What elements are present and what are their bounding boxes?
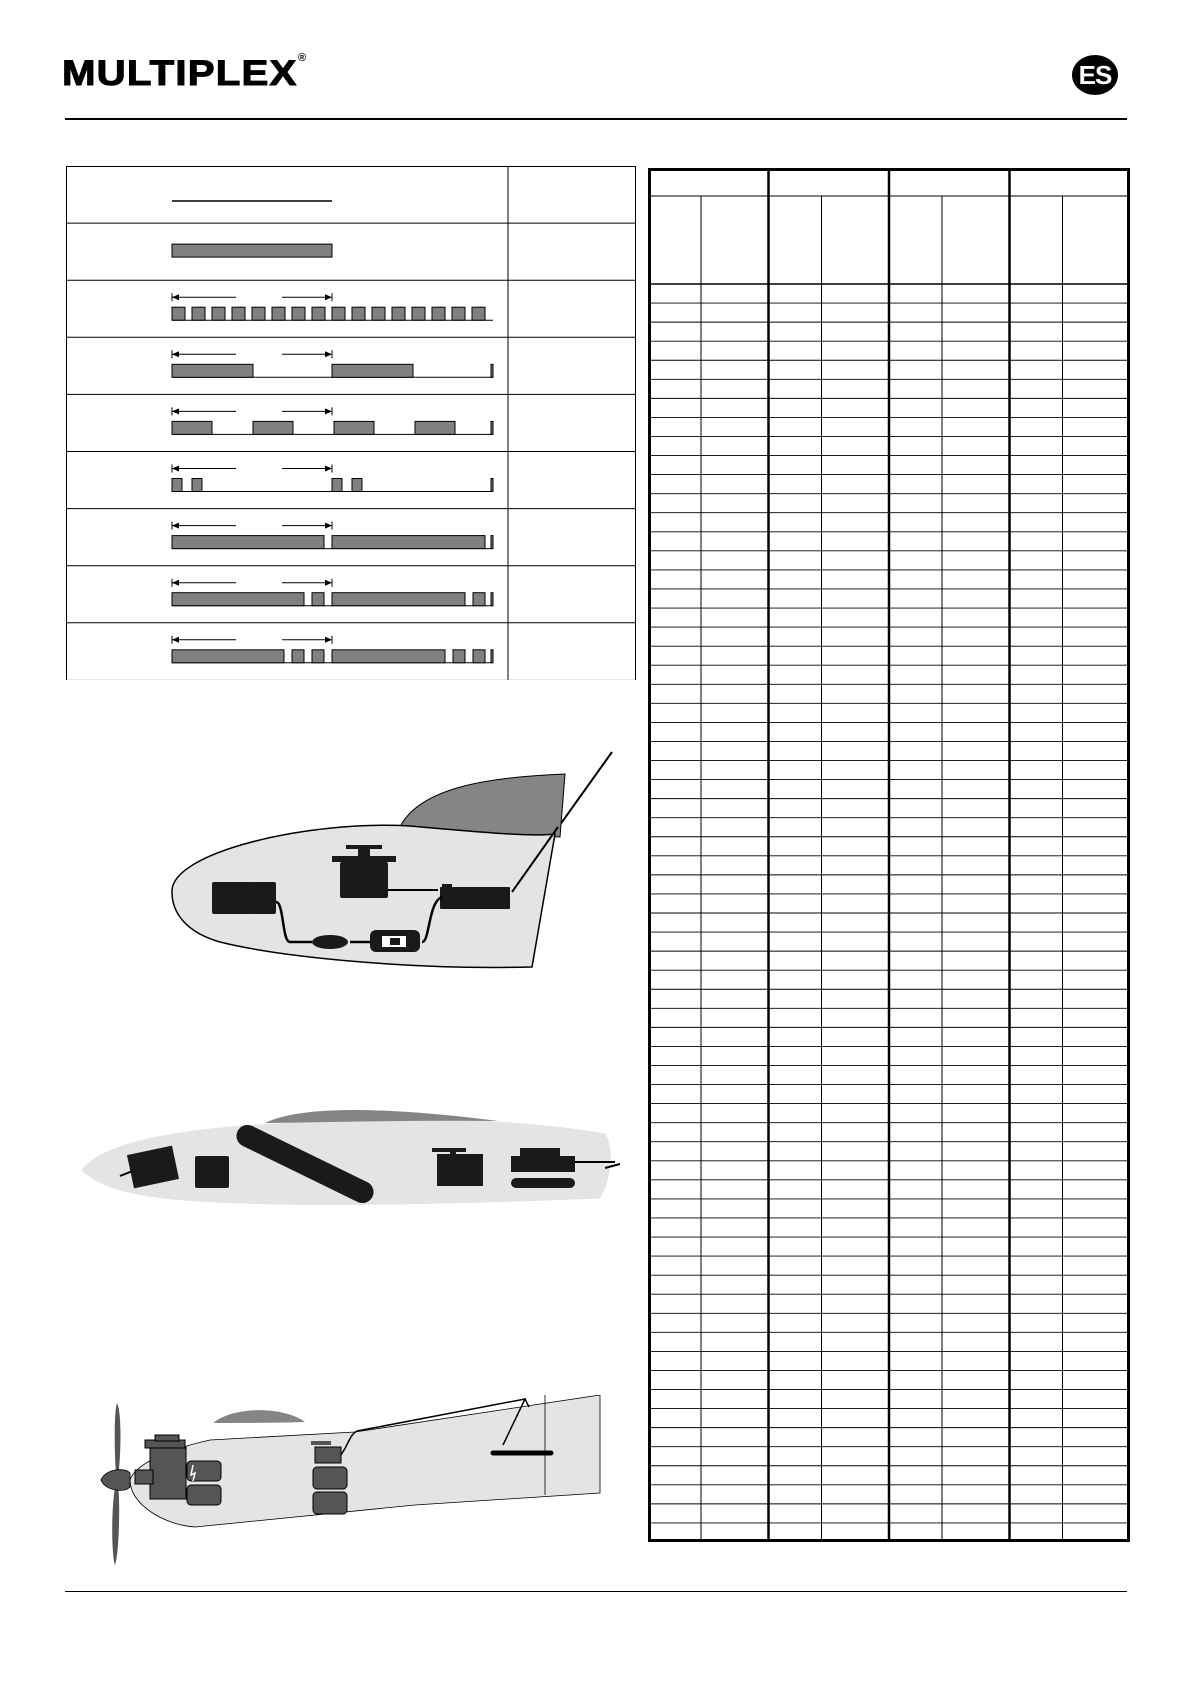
pattern-medium-blink <box>172 407 493 434</box>
pattern-pulse <box>372 307 385 320</box>
pattern-double-flash <box>172 465 493 492</box>
footer-rule <box>65 1591 1127 1592</box>
pattern-pulse <box>172 307 185 320</box>
pattern-pulse <box>453 650 465 663</box>
arrow-head <box>325 351 332 357</box>
battery-pack <box>313 1492 347 1514</box>
plug-connector <box>312 935 348 949</box>
arrow-head <box>172 523 179 529</box>
arrow-head <box>172 294 179 300</box>
pattern-pulse <box>491 593 493 606</box>
arrow-head <box>172 408 179 414</box>
pattern-pulse <box>172 479 182 492</box>
arrow-head <box>325 580 332 586</box>
pattern-pulse <box>415 421 455 434</box>
pattern-pulse <box>452 307 465 320</box>
pattern-pulse <box>491 479 493 492</box>
battery-pack <box>212 882 276 914</box>
pattern-pulse <box>172 650 284 663</box>
pattern-pulse <box>332 593 465 606</box>
channel-assignment-grid <box>648 168 1130 1542</box>
signal-pattern-table <box>66 166 636 680</box>
arrow-head <box>325 523 332 529</box>
arrow-head <box>325 637 332 643</box>
arrow-head <box>172 637 179 643</box>
pattern-pulse <box>312 307 325 320</box>
switch-icon <box>370 930 420 952</box>
arrow-head <box>325 294 332 300</box>
pattern-pulse <box>473 650 485 663</box>
brand-logo: MULTIPLEX <box>62 54 298 93</box>
pattern-pulse <box>412 307 425 320</box>
pattern-pulse <box>172 421 212 434</box>
pattern-pulse <box>332 536 485 549</box>
pattern-pulse <box>292 307 305 320</box>
pattern-pulse <box>332 364 413 377</box>
language-badge: ES <box>1072 55 1118 95</box>
arrow-head <box>325 408 332 414</box>
header-rule <box>65 118 1127 120</box>
pattern-pulse <box>352 307 365 320</box>
pattern-pulse <box>352 479 362 492</box>
arrow-head <box>172 466 179 472</box>
pattern-on-single-gap <box>172 522 493 549</box>
arrow-head <box>172 351 179 357</box>
registered-mark: ® <box>298 52 307 64</box>
pattern-pulse <box>332 479 342 492</box>
powered-airplane-layout <box>95 1395 615 1570</box>
pattern-pulse <box>472 307 485 320</box>
pattern-pulse <box>252 307 265 320</box>
pattern-fast-pulse <box>172 293 493 320</box>
pattern-pulse <box>491 364 493 377</box>
pattern-pulse <box>432 307 445 320</box>
pattern-pulse <box>491 650 493 663</box>
pattern-pulse <box>172 364 253 377</box>
pattern-pulse <box>334 421 374 434</box>
arrow-head <box>325 466 332 472</box>
pattern-on-double-gap <box>172 579 493 606</box>
pattern-pulse <box>192 307 205 320</box>
pattern-solid-bar <box>172 244 332 257</box>
pattern-on-triple-gap <box>172 636 493 663</box>
pattern-pulse <box>272 307 285 320</box>
pattern-pulse <box>172 593 304 606</box>
wing-section <box>213 1410 305 1423</box>
pattern-pulse <box>172 536 324 549</box>
pattern-pulse <box>312 593 324 606</box>
spinner <box>101 1470 130 1491</box>
pattern-pulse <box>392 307 405 320</box>
propeller <box>115 1403 121 1480</box>
pattern-pulse <box>491 421 493 434</box>
pattern-pulse <box>473 593 485 606</box>
battery-pack <box>195 1156 229 1188</box>
pattern-pulse <box>253 421 293 434</box>
pattern-pulse <box>192 479 202 492</box>
pattern-pulse <box>292 650 304 663</box>
pattern-slow-blink <box>172 350 493 377</box>
receiver-icon <box>440 884 510 909</box>
pattern-bar <box>172 244 332 257</box>
pattern-pulse <box>491 536 493 549</box>
arrow-head <box>172 580 179 586</box>
pattern-pulse <box>332 307 345 320</box>
fuselage-receiver-installation <box>160 742 620 972</box>
pattern-pulse <box>232 307 245 320</box>
battery-pack <box>187 1485 221 1505</box>
pattern-pulse <box>312 650 324 663</box>
glider-fuselage-layout <box>80 1098 620 1208</box>
pattern-pulse <box>332 650 445 663</box>
receiver-icon <box>313 1467 347 1489</box>
pattern-pulse <box>212 307 225 320</box>
